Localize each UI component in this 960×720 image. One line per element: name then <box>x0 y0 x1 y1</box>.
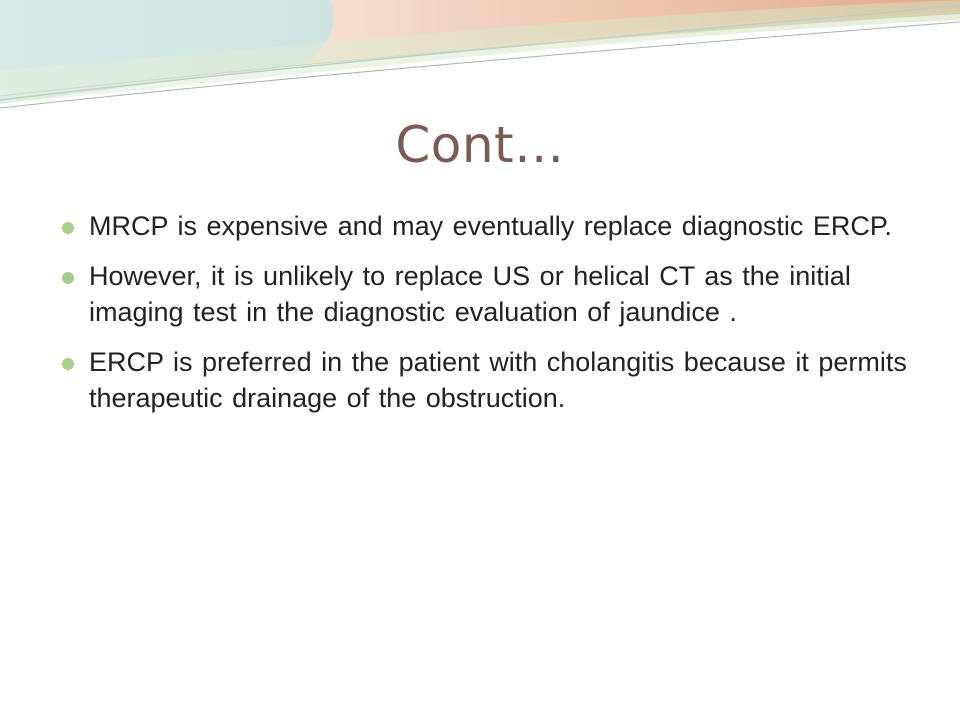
bullet-item <box>60 344 910 416</box>
bullet-text: MRCP is expensive and may eventually replace diagnostic ERCP. <box>89 211 892 241</box>
bullet-text: ERCP is preferred in the patient with cholangitis because it permits therapeutic drainage of the obstruction. <box>89 347 907 413</box>
bullet-list <box>60 208 910 430</box>
bullet-icon <box>62 358 74 370</box>
bullet-icon <box>62 222 74 234</box>
bullet-item <box>60 208 910 244</box>
bullet-icon <box>62 272 74 284</box>
slide-title: Cont… <box>395 116 565 174</box>
bullet-text: However, it is unlikely to replace US or helical CT as the initial imaging test in the diagnostic evaluation of jaundice . <box>89 261 851 327</box>
bullet-item <box>60 258 910 330</box>
